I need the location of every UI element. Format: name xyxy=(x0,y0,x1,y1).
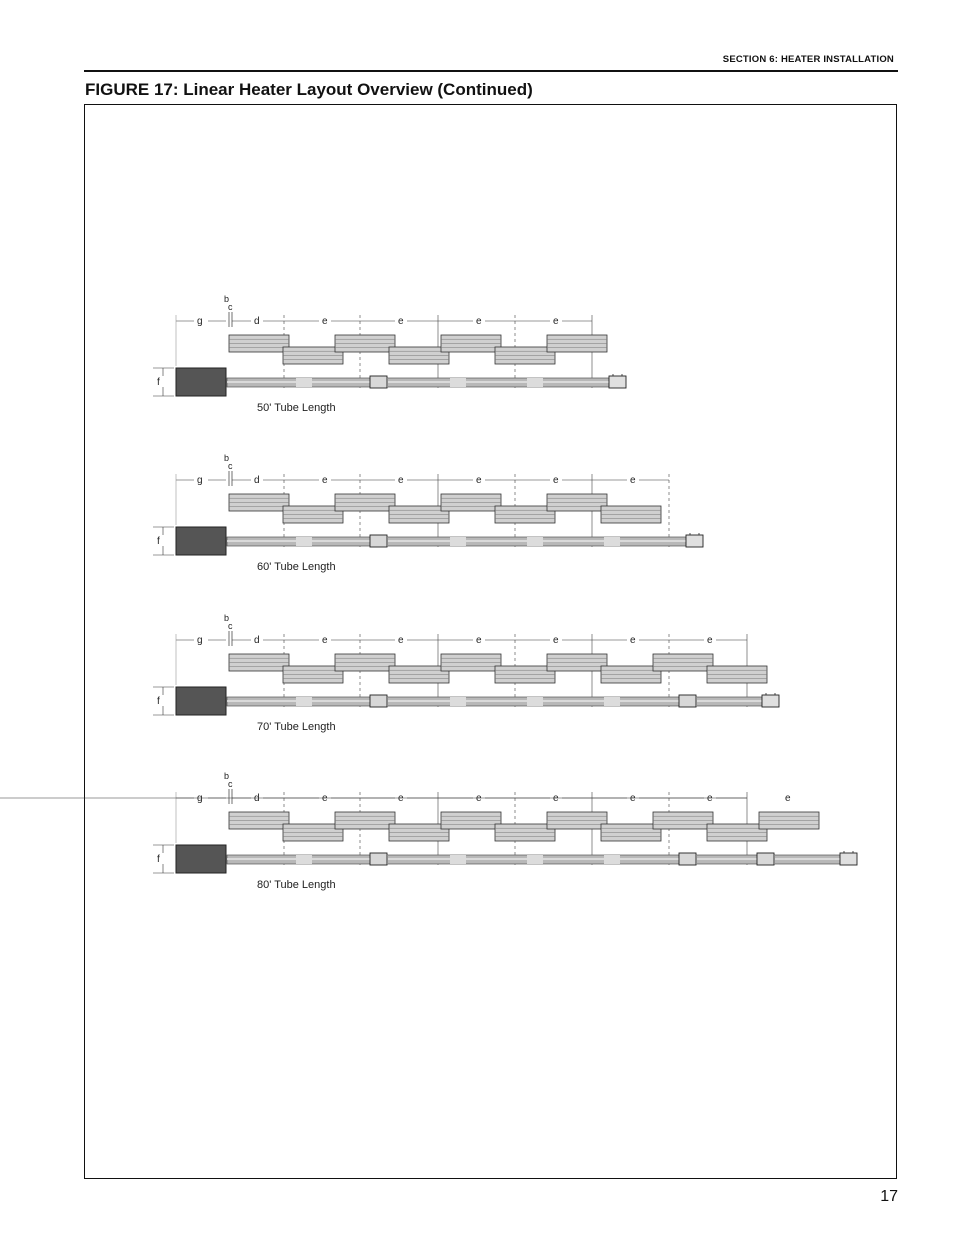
label-g: g xyxy=(197,635,203,646)
label-e: e xyxy=(553,635,559,646)
layout-2 xyxy=(153,453,703,573)
tube-coupling xyxy=(296,537,312,546)
layout-3 xyxy=(153,613,779,733)
label-e: e xyxy=(476,475,482,486)
label-e: e xyxy=(322,793,328,804)
label-e: e xyxy=(630,475,636,486)
label-e: e xyxy=(630,793,636,804)
section-label: SECTION 6: HEATER INSTALLATION xyxy=(722,54,894,65)
label-g: g xyxy=(197,316,203,327)
label-d: d xyxy=(254,793,260,804)
label-d: d xyxy=(254,316,260,327)
label-e: e xyxy=(553,793,559,804)
tube-coupling xyxy=(296,697,312,706)
tube-coupling xyxy=(296,378,312,387)
label-e: e xyxy=(553,475,559,486)
label-b: b xyxy=(224,453,230,463)
layout-4 xyxy=(0,771,857,891)
tube-coupling xyxy=(604,537,620,546)
label-e: e xyxy=(476,316,482,327)
label-e: e xyxy=(630,635,636,646)
tube-coupling xyxy=(604,697,620,706)
burner-box xyxy=(176,368,226,396)
tube-coupling xyxy=(296,855,312,864)
label-e: e xyxy=(322,316,328,327)
label-f: f xyxy=(157,536,160,547)
label-e: e xyxy=(398,635,404,646)
label-f: f xyxy=(157,696,160,707)
label-e: e xyxy=(398,316,404,327)
end-cap xyxy=(762,695,779,707)
burner-box xyxy=(176,845,226,873)
label-e: e xyxy=(398,793,404,804)
end-cap xyxy=(686,535,703,547)
tube-joint-box xyxy=(370,376,387,388)
tube-joint-box xyxy=(757,853,774,865)
tube-length-caption: 60' Tube Length xyxy=(257,561,336,573)
page-number: 17 xyxy=(880,1188,898,1205)
label-e: e xyxy=(398,475,404,486)
tube-coupling xyxy=(450,855,466,864)
label-g: g xyxy=(197,475,203,486)
label-g: g xyxy=(197,793,203,804)
label-c: c xyxy=(228,621,233,631)
label-e: e xyxy=(322,475,328,486)
label-f: f xyxy=(157,854,160,865)
burner-box xyxy=(176,527,226,555)
label-d: d xyxy=(254,635,260,646)
label-c: c xyxy=(228,302,233,312)
tube-length-caption: 50' Tube Length xyxy=(257,402,336,414)
end-cap xyxy=(609,376,626,388)
tube-joint-box xyxy=(370,853,387,865)
tube-joint-box xyxy=(370,535,387,547)
burner-box xyxy=(176,687,226,715)
label-e: e xyxy=(476,635,482,646)
figure-title: FIGURE 17: Linear Heater Layout Overview (Continued) xyxy=(85,80,533,99)
tube-joint-box xyxy=(370,695,387,707)
tube-coupling xyxy=(527,378,543,387)
tube-coupling xyxy=(450,697,466,706)
tube-joint-box xyxy=(679,695,696,707)
label-e: e xyxy=(707,635,713,646)
label-c: c xyxy=(228,779,233,789)
tube-length-caption: 70' Tube Length xyxy=(257,721,336,733)
tube-joint-box xyxy=(679,853,696,865)
tube-length-caption: 80' Tube Length xyxy=(257,879,336,891)
label-c: c xyxy=(228,461,233,471)
tube-coupling xyxy=(450,378,466,387)
tube-coupling xyxy=(527,537,543,546)
tube-coupling xyxy=(527,697,543,706)
label-e: e xyxy=(785,793,791,804)
label-b: b xyxy=(224,294,230,304)
label-e: e xyxy=(553,316,559,327)
tube-coupling xyxy=(450,537,466,546)
label-d: d xyxy=(254,475,260,486)
tube-coupling xyxy=(604,855,620,864)
label-e: e xyxy=(322,635,328,646)
label-f: f xyxy=(157,377,160,388)
layout-1 xyxy=(153,294,626,414)
tube-coupling xyxy=(527,855,543,864)
label-b: b xyxy=(224,613,230,623)
label-e: e xyxy=(476,793,482,804)
label-b: b xyxy=(224,771,230,781)
label-e: e xyxy=(707,793,713,804)
end-cap xyxy=(840,853,857,865)
